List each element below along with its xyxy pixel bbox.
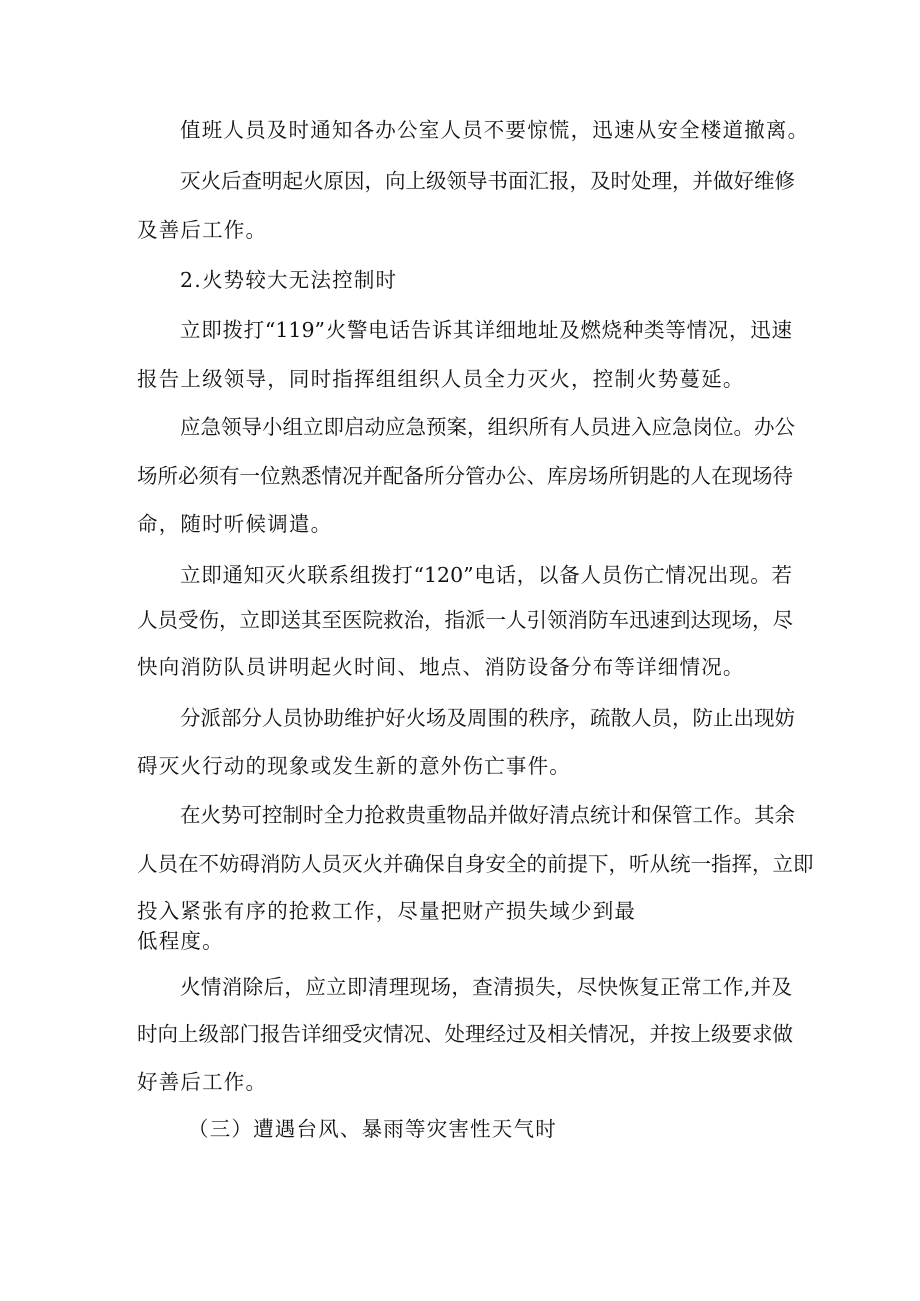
paragraph-line: 应急领导小组立即启动应急预案，组织所有人员进入应急岗位。办公: [180, 415, 795, 439]
section-heading: （三）遭遇台风、暴雨等灾害性天气时: [188, 1117, 557, 1141]
paragraph-line: 在火势可控制时全力抢救贵重物品并做好清点统计和保管工作。其余: [180, 803, 795, 827]
paragraph-line: 碍灭火行动的现象或发生新的意外伤亡事件。: [137, 754, 571, 778]
paragraph-line: 人员在不妨碍消防人员灭火并确保自身安全的前提下，听从统一指挥，立即: [137, 852, 814, 876]
paragraph-line: 灭火后查明起火原因，向上级领导书面汇报，及时处理，并做好维修: [180, 169, 795, 193]
paragraph-line: 好善后工作。: [137, 1070, 268, 1094]
paragraph-line: 快向消防队员讲明起火时间、地点、消防设备分布等详细情况。: [137, 655, 745, 679]
paragraph-line: 立即通知灭火联系组拨打“120”电话，以备人员伤亡情况出现。若: [180, 563, 792, 587]
paragraph-line: 分派部分人员协助维护好火场及周围的秩序，疏散人员，防止出现妨: [180, 706, 795, 730]
paragraph-line: 报告上级领导，同时指挥组组织人员全力灭火，控制火势蔓延。: [137, 367, 745, 391]
paragraph-line: 投入紧张有序的抢救工作，尽量把财产损失域少到最: [137, 899, 637, 923]
paragraph-line: 低程度。: [137, 929, 224, 953]
paragraph-line: 人员受伤，立即送其至医院救治，指派一人引领消防车迅速到达现场，尽: [137, 608, 793, 632]
paragraph-line: 时向上级部门报告详细受灾情况、处理经过及相关情况，并按上级要求做: [137, 1022, 793, 1046]
paragraph-line: 场所必须有一位熟悉情况并配备所分管办公、库房场所钥匙的人在现场待: [137, 464, 793, 488]
paragraph-line: 值班人员及时通知各办公室人员不要惊慌，迅速从安全楼道撤离。: [180, 118, 810, 142]
section-subheading: 2.火势较大无法控制时: [180, 268, 398, 292]
paragraph-line: 及善后工作。: [137, 218, 268, 242]
paragraph-line: 立即拨打“119”火警电话告诉其详细地址及燃烧种类等情况，迅速: [180, 318, 792, 342]
paragraph-line: 命，随时听候调遣。: [137, 512, 333, 536]
paragraph-line: 火情消除后，应立即清理现场，查清损失，尽快恢复正常工作,并及: [180, 975, 792, 999]
